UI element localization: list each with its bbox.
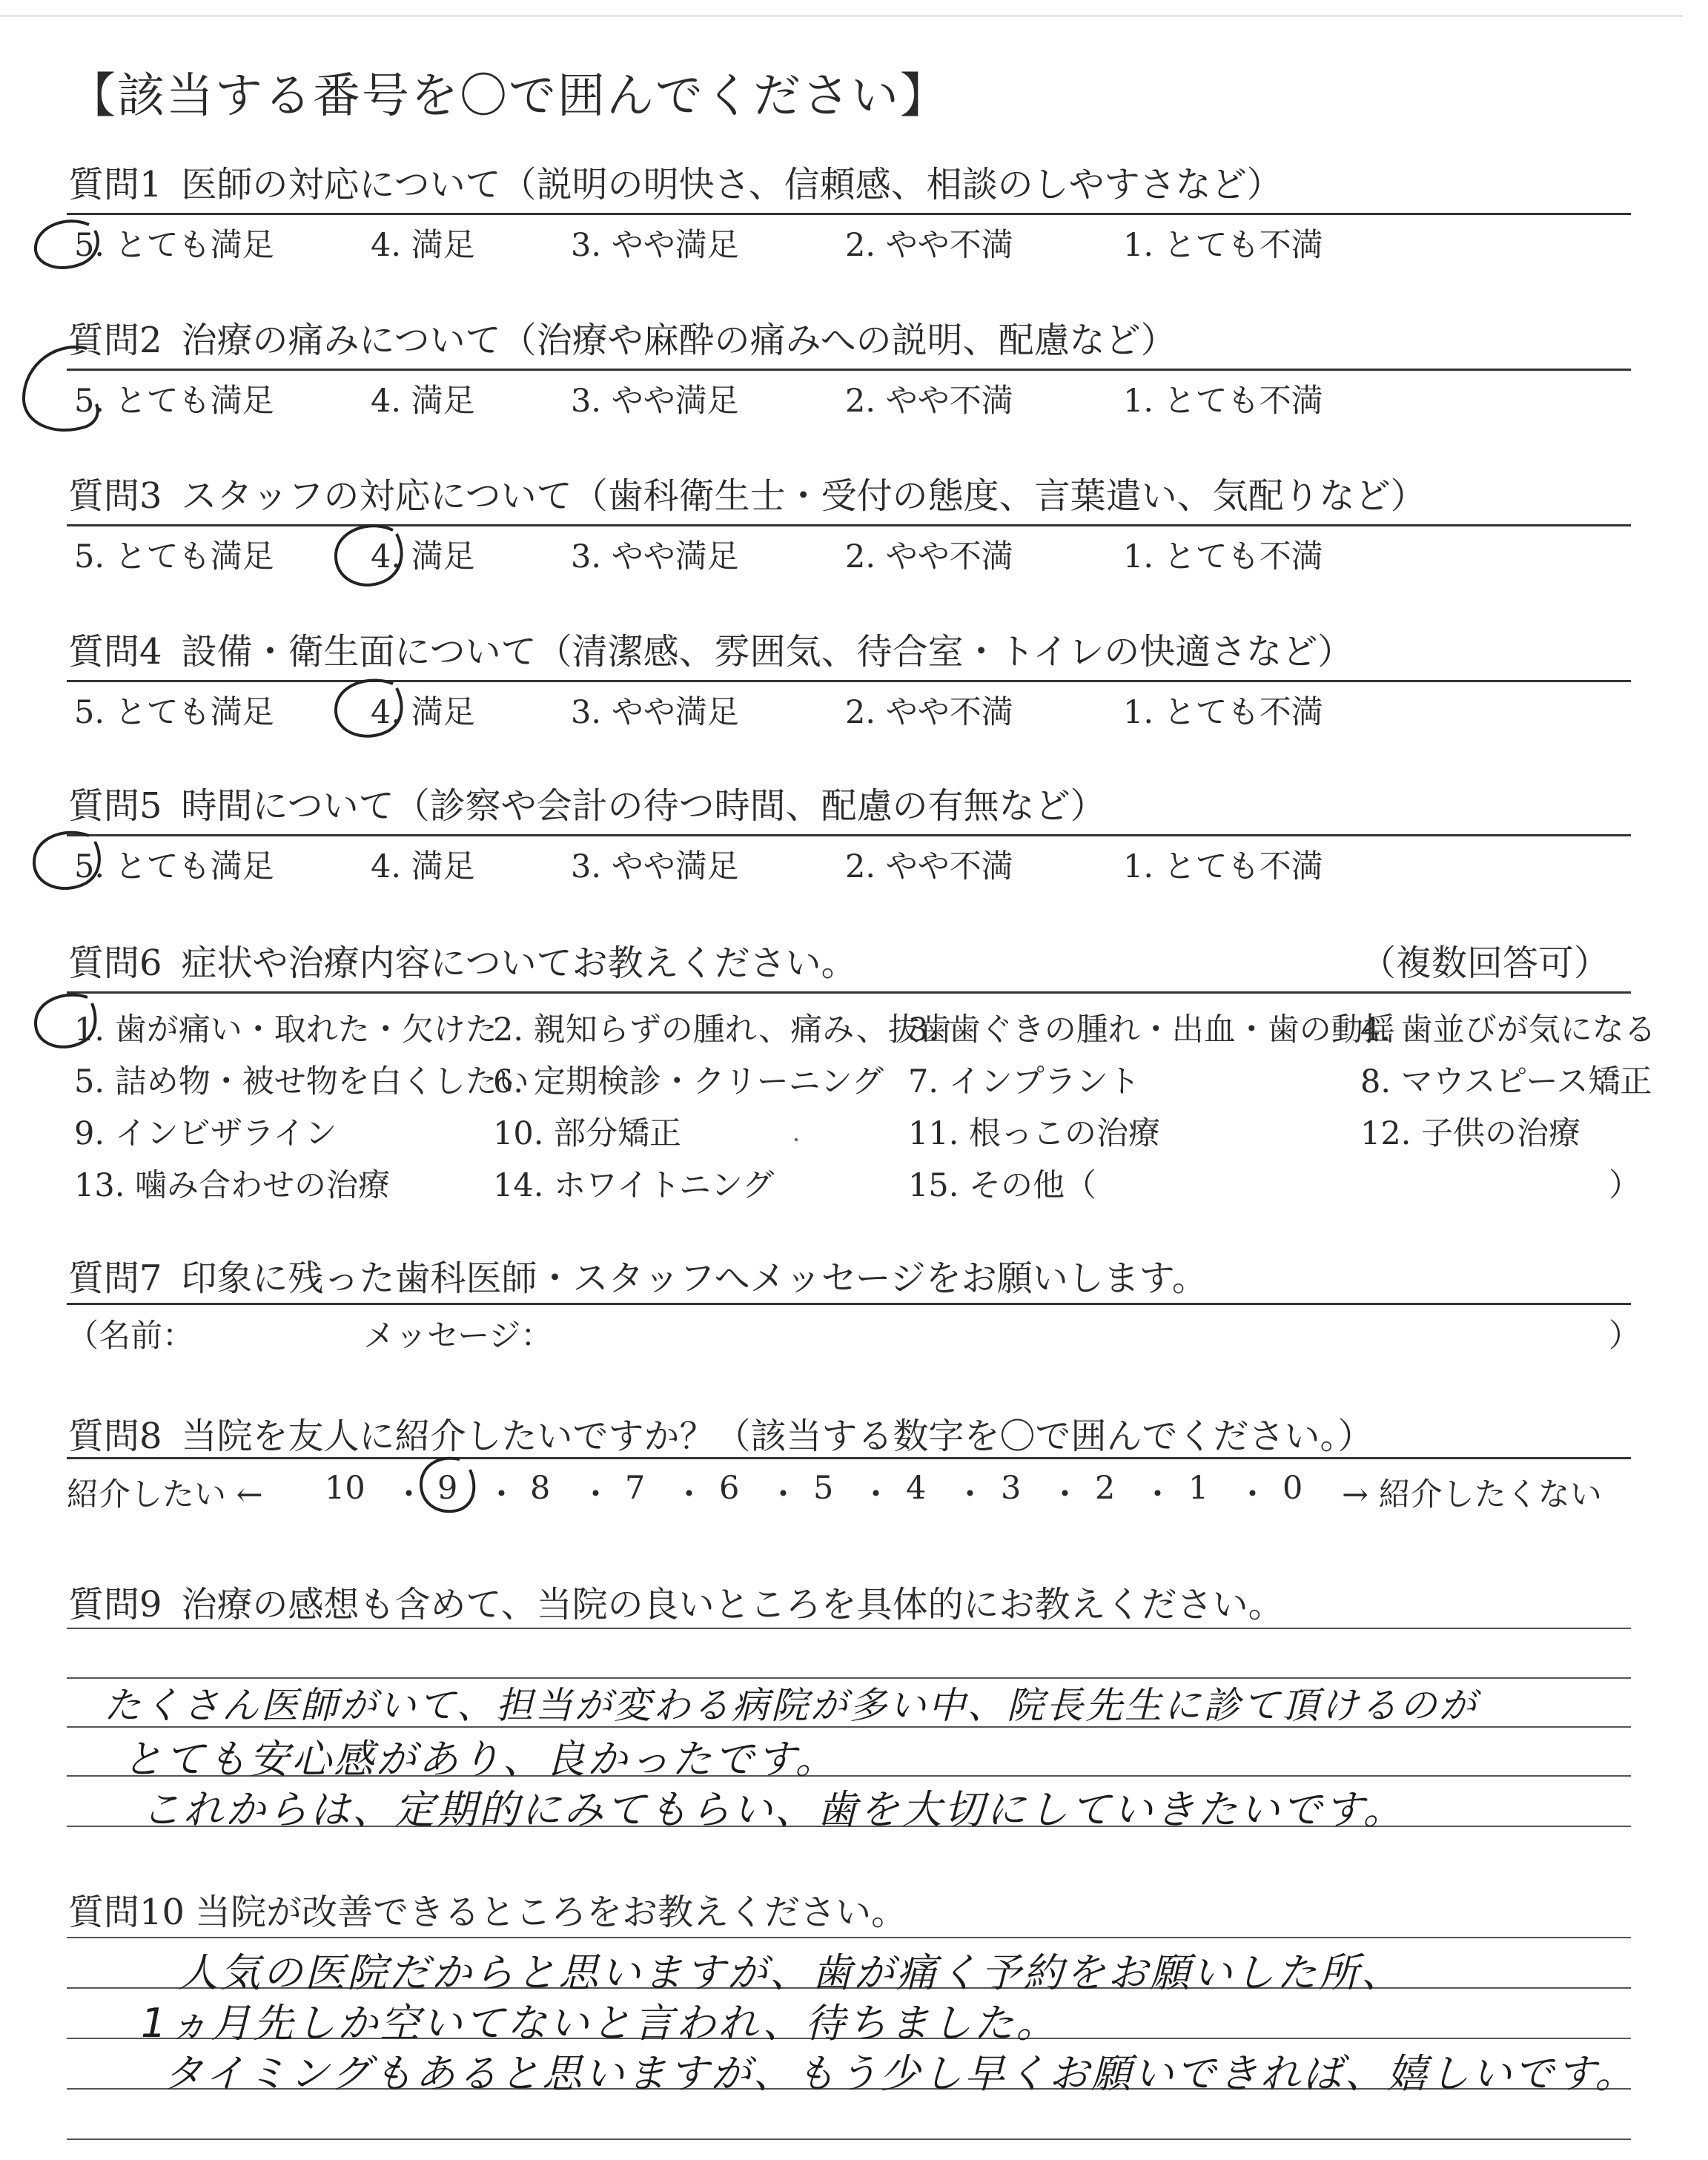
q6-option-8[interactable]: 8. マウスピース矯正	[1360, 1063, 1652, 1100]
q8-left-label: 紹介したい ←	[67, 1476, 263, 1513]
question-1-heading	[68, 156, 1282, 207]
q1-option-1[interactable]: 1. とても不満	[1123, 227, 1323, 264]
q2-option-1[interactable]: 1. とても不満	[1123, 383, 1323, 420]
q10-line-1	[67, 1937, 1631, 1938]
question-8-number: 質問8	[68, 1416, 162, 1457]
q10-answer-line-3: タイミングもあると思いますが、もう少し早くお願いできれば、嬉しいです。	[163, 2050, 1638, 2097]
q9-line-1	[67, 1628, 1631, 1629]
question-3-number: 質問3	[68, 475, 162, 517]
q3-option-2[interactable]: 2. やや不満	[845, 538, 1013, 575]
q5-selection-circle	[28, 827, 110, 901]
q1-option-5[interactable]: 5. とても満足	[74, 227, 274, 264]
q8-score-1[interactable]: 1	[1188, 1470, 1209, 1507]
q8-sep: ・	[393, 1476, 425, 1513]
q3-option-1[interactable]: 1. とても不満	[1123, 538, 1323, 575]
question-5-text: 時間について（診察や会計の待つ時間、配慮の有無など）	[181, 785, 1106, 827]
q8-sep: ・	[860, 1476, 892, 1513]
q6-option-12[interactable]: 12. 子供の治療	[1360, 1115, 1581, 1152]
q6-selection-circle	[30, 990, 104, 1057]
q6-option-1[interactable]: 1. 歯が痛い・取れた・欠けた	[74, 1011, 497, 1048]
q8-score-6[interactable]: 6	[719, 1470, 740, 1507]
scan-speck	[795, 1138, 798, 1141]
q6-other-close-paren: ）	[1609, 1167, 1641, 1204]
q6-option-10[interactable]: 10. 部分矯正	[493, 1115, 682, 1152]
q10-line-5	[67, 2138, 1631, 2140]
question-4-text: 設備・衛生面について（清潔感、雰囲気、待合室・トイレの快適さなど）	[181, 631, 1354, 673]
q5-option-2[interactable]: 2. やや不満	[845, 848, 1013, 885]
q4-option-3[interactable]: 3. やや満足	[571, 694, 739, 731]
question-5-number: 質問5	[68, 785, 162, 827]
q3-option-3[interactable]: 3. やや満足	[571, 538, 739, 575]
q8-score-5[interactable]: 5	[813, 1470, 834, 1507]
q8-score-9[interactable]: 9	[437, 1470, 458, 1507]
question-10-number: 質問10	[68, 1892, 185, 1933]
question-6-rule	[67, 991, 1631, 994]
q6-option-13[interactable]: 13. 噛み合わせの治療	[74, 1167, 391, 1204]
q8-selection-circle	[415, 1453, 482, 1520]
q6-option-14[interactable]: 14. ホワイトニング	[493, 1167, 775, 1204]
q4-option-2[interactable]: 2. やや不満	[845, 694, 1013, 731]
question-8-rule	[67, 1457, 1631, 1459]
question-5-rule	[67, 834, 1631, 836]
q8-sep: ・	[673, 1476, 705, 1513]
question-6-note: （複数回答可）	[1360, 942, 1610, 984]
q9-answer-line-3: これからは、定期的にみてもらい、歯を大切にしていきたいです。	[141, 1786, 1406, 1833]
question-10-heading	[68, 1883, 907, 1935]
q8-sep: ・	[1237, 1476, 1268, 1513]
q7-name-label: （名前：	[67, 1318, 194, 1355]
q6-option-3[interactable]: 3. 歯ぐきの腫れ・出血・歯の動揺	[908, 1011, 1395, 1048]
q4-option-5[interactable]: 5. とても満足	[74, 694, 274, 731]
q8-sep: ・	[767, 1476, 799, 1513]
q2-option-2[interactable]: 2. やや不満	[845, 383, 1013, 420]
q2-option-3[interactable]: 3. やや満足	[571, 383, 739, 420]
q3-selection-circle	[330, 519, 411, 601]
question-7-text: 印象に残った歯科医師・スタッフへメッセージをお願いします。	[181, 1258, 1208, 1299]
q8-score-10[interactable]: 10	[325, 1470, 365, 1507]
question-6-text: 症状や治療内容についてお教えください。	[181, 942, 857, 984]
question-1-text: 医師の対応について（説明の明快さ、信頼感、相談のしやすさなど）	[181, 164, 1282, 205]
question-2-number: 質問2	[68, 320, 162, 361]
question-4-rule	[67, 680, 1631, 682]
q8-sep: ・	[486, 1476, 517, 1513]
question-1-rule	[67, 213, 1631, 215]
question-4-number: 質問4	[68, 631, 162, 673]
q7-message-label: メッセージ：	[363, 1318, 553, 1355]
question-9-text: 治療の感想も含めて、当院の良いところを具体的にお教えください。	[181, 1584, 1284, 1625]
question-8-text: 当院を友人に紹介したいですか？（該当する数字を〇で囲んでください。）	[181, 1416, 1374, 1457]
q8-right-label: → 紹介したくない	[1342, 1476, 1602, 1513]
q1-option-3[interactable]: 3. やや満足	[571, 227, 739, 264]
q8-sep: ・	[1142, 1476, 1174, 1513]
q1-selection-circle	[30, 211, 111, 278]
question-9-heading	[68, 1576, 1284, 1627]
q8-sep: ・	[954, 1476, 986, 1513]
q2-option-5[interactable]: 5. とても満足	[74, 383, 274, 420]
q8-sep: ・	[580, 1476, 612, 1513]
question-2-text: 治療の痛みについて（治療や麻酔の痛みへの説明、配慮など）	[181, 320, 1176, 361]
question-4-heading	[68, 623, 1353, 674]
question-1-number: 質問1	[68, 164, 162, 205]
page-title: 【該当する番号を〇で囲んでください】	[68, 69, 949, 124]
q6-option-6[interactable]: 6. 定期検診・クリーニング	[493, 1063, 884, 1100]
q6-option-4[interactable]: 4. 歯並びが気になる	[1360, 1011, 1656, 1048]
q5-option-3[interactable]: 3. やや満足	[571, 848, 739, 885]
q8-score-7[interactable]: 7	[625, 1470, 646, 1507]
q4-selection-circle	[330, 675, 411, 749]
q8-sep: ・	[1049, 1476, 1081, 1513]
q9-answer-line-1: たくさん医師がいて、担当が変わる病院が多い中、院長先生に診て頂けるのが	[104, 1684, 1478, 1727]
q2-selection-circle	[16, 341, 105, 445]
question-7-rule	[67, 1303, 1631, 1305]
q6-option-5[interactable]: 5. 詰め物・被せ物を白くしたい	[74, 1063, 529, 1100]
q8-score-8[interactable]: 8	[530, 1470, 551, 1507]
q3-option-4[interactable]: 4. 満足	[371, 538, 475, 575]
question-3-heading	[68, 467, 1426, 518]
q8-score-3[interactable]: 3	[1001, 1470, 1022, 1507]
q3-option-5[interactable]: 5. とても満足	[74, 538, 274, 575]
q1-option-2[interactable]: 2. やや不満	[845, 227, 1013, 264]
question-3-rule	[67, 524, 1631, 526]
question-6-heading	[68, 934, 857, 985]
question-6-number: 質問6	[68, 942, 162, 984]
q4-option-4[interactable]: 4. 満足	[371, 694, 475, 731]
question-8-heading	[68, 1407, 1374, 1459]
q1-option-4[interactable]: 4. 満足	[371, 227, 475, 264]
question-7-number: 質問7	[68, 1258, 162, 1299]
q8-score-2[interactable]: 2	[1095, 1470, 1116, 1507]
q5-option-5[interactable]: 5. とても満足	[74, 848, 274, 885]
q6-option-7[interactable]: 7. インプラント	[908, 1063, 1140, 1100]
question-2-rule	[67, 369, 1631, 371]
q8-score-0[interactable]: 0	[1282, 1470, 1303, 1507]
q5-option-4[interactable]: 4. 満足	[371, 848, 475, 885]
question-2-heading	[68, 311, 1176, 363]
q10-answer-line-1: 人気の医院だからと思いますが、歯が痛く予約をお願いした所、	[178, 1949, 1403, 1996]
q9-answer-line-2: とても安心感があり、良かったです。	[122, 1736, 838, 1783]
scan-edge	[0, 15, 1683, 17]
q6-option-15[interactable]: 15. その他（	[908, 1167, 1097, 1204]
q8-score-4[interactable]: 4	[906, 1470, 927, 1507]
question-5-heading	[68, 777, 1106, 828]
q4-option-1[interactable]: 1. とても不満	[1123, 694, 1323, 731]
question-3-text: スタッフの対応について（歯科衛生士・受付の態度、言葉遣い、気配りなど）	[181, 475, 1426, 517]
q5-option-1[interactable]: 1. とても不満	[1123, 848, 1323, 885]
q10-answer-line-2: 1ヵ月先しか空いてないと言われ、待ちました。	[141, 2000, 1059, 2047]
q6-option-9[interactable]: 9. インビザライン	[74, 1115, 337, 1152]
question-9-number: 質問9	[68, 1584, 162, 1625]
q6-option-2[interactable]: 2. 親知らずの腫れ、痛み、抜歯	[493, 1011, 952, 1048]
question-7-heading	[68, 1249, 1208, 1301]
q7-close-paren: ）	[1609, 1318, 1641, 1355]
question-10-text: 当院が改善できるところをお教えください。	[195, 1892, 907, 1933]
q6-option-11[interactable]: 11. 根っこの治療	[908, 1115, 1161, 1152]
q2-option-4[interactable]: 4. 満足	[371, 383, 475, 420]
